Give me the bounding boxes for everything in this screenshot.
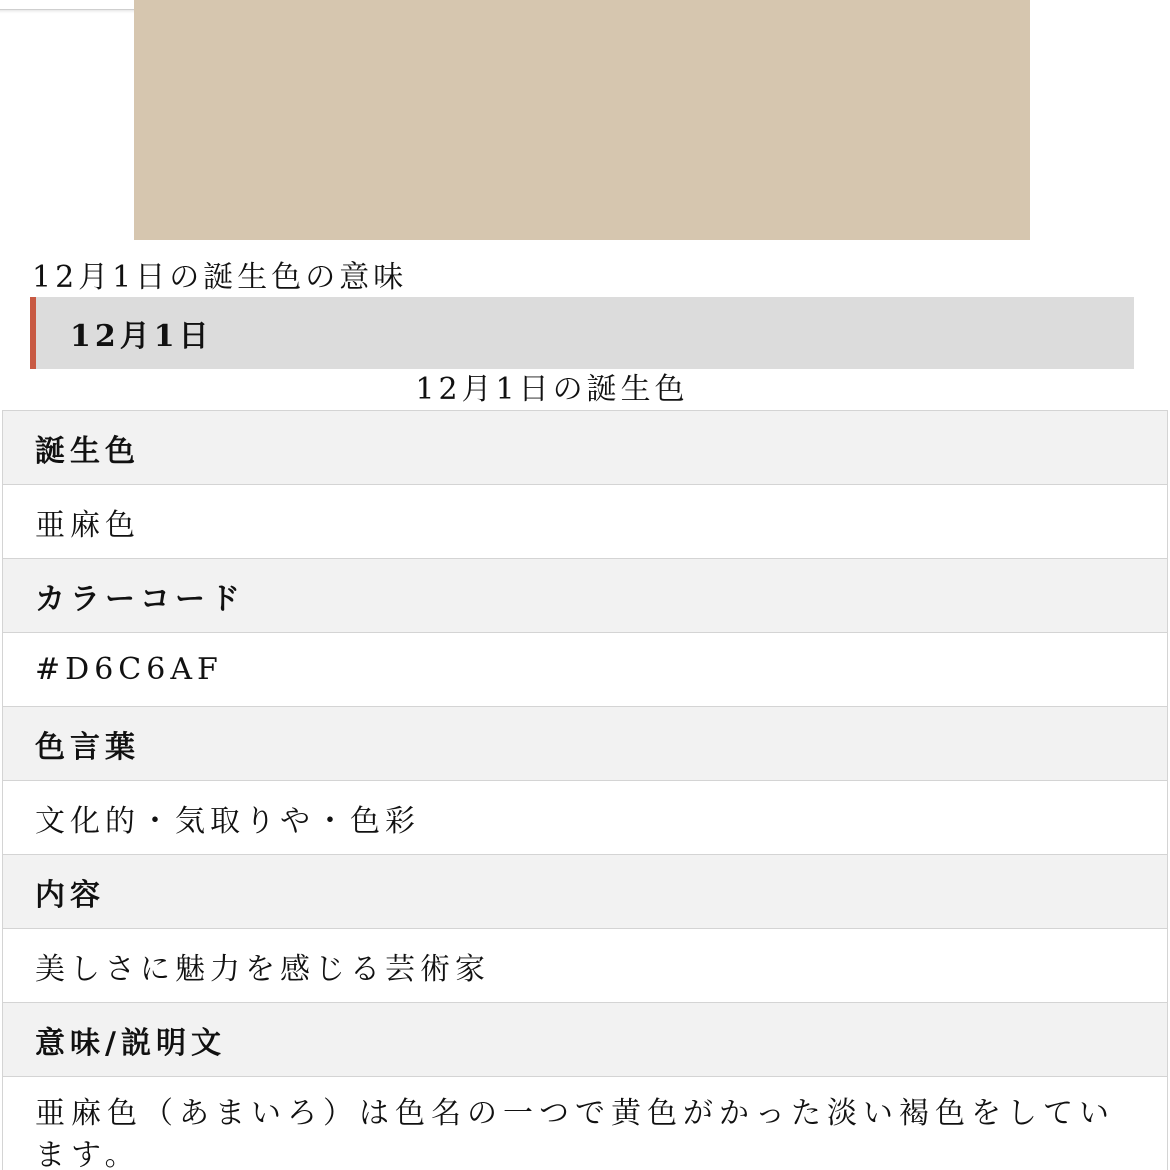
color-swatch — [134, 0, 1030, 240]
label-content: 内容 — [3, 855, 1168, 929]
table-row-value — [3, 633, 1168, 707]
table-row-label — [3, 707, 1168, 781]
table-row-label — [3, 855, 1168, 929]
table-row-value — [3, 485, 1168, 559]
date-heading: 12月1日 — [30, 297, 1134, 369]
label-birth-color: 誕生色 — [3, 411, 1168, 485]
value-color-words: 文化的・気取りや・色彩 — [3, 781, 1168, 855]
label-description: 意味/説明文 — [3, 1003, 1168, 1077]
table-row-value — [3, 1077, 1168, 1170]
table-row-value — [3, 929, 1168, 1003]
birth-color-table — [2, 410, 1168, 1170]
table-caption: 12月1日の誕生色 — [415, 372, 689, 407]
label-color-code: カラーコード — [3, 559, 1168, 633]
value-color-code: #D6C6AF — [3, 633, 1168, 707]
table-row-label — [3, 411, 1168, 485]
table-row-label — [3, 559, 1168, 633]
meaning-heading: 12月1日の誕生色の意味 — [32, 260, 408, 295]
label-color-words: 色言葉 — [3, 707, 1168, 781]
value-content: 美しさに魅力を感じる芸術家 — [3, 929, 1168, 1003]
value-description: 亜麻色（あまいろ）は色名の一つで黄色がかった淡い褐色をしています。 — [3, 1077, 1168, 1170]
table-row-label — [3, 1003, 1168, 1077]
table-row-value — [3, 781, 1168, 855]
value-birth-color: 亜麻色 — [3, 485, 1168, 559]
